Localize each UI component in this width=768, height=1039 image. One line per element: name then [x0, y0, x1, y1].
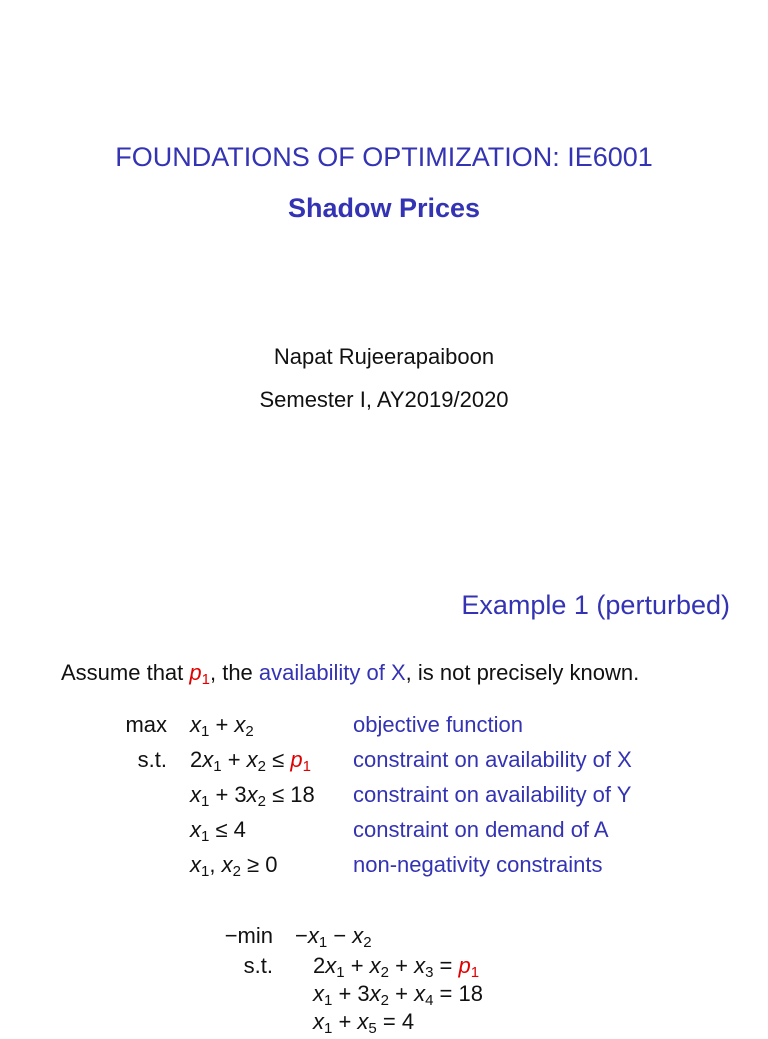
- slide-title: Example 1 (perturbed): [461, 590, 730, 620]
- lp-description: non-negativity constraints: [353, 852, 603, 877]
- nonneg-expr: $x_1$, $x_2 \ge 0$: [190, 852, 278, 880]
- course-title: FOUNDATIONS OF OPTIMIZATION: IE6001: [115, 142, 653, 172]
- intro-sentence: Assume that $p_1$, the availability of X, is not precisely known.: [61, 660, 640, 688]
- st-label: s.t.: [137, 747, 167, 772]
- max-label: max: [125, 712, 167, 737]
- sf-row-demand-a: [0, 1009, 768, 1039]
- lp-row-constraint-x: [0, 747, 768, 777]
- lp-description: constraint on availability of Y: [353, 782, 632, 807]
- st-label: s.t.: [243, 953, 273, 978]
- sf-row-constraint-x: [0, 953, 768, 983]
- topic-title: Shadow Prices: [287, 193, 481, 223]
- min-label: −min: [224, 923, 273, 948]
- lp-row-nonneg: [0, 852, 768, 882]
- sf-constraint-a-expr: $x_1 + x_5 = 4$: [313, 1009, 415, 1037]
- lp-row-demand-a: [0, 817, 768, 847]
- availability-highlight: availability of X: [258, 660, 406, 685]
- sf-row-objective: [0, 923, 768, 953]
- constraint-a-expr: $x_1 \le 4$: [190, 817, 246, 845]
- semester-label: Semester I, AY2019/2020: [259, 387, 509, 412]
- lp-row-constraint-y: [0, 782, 768, 812]
- sf-row-constraint-y: [0, 981, 768, 1011]
- lp-description: constraint on availability of X: [353, 747, 632, 772]
- sf-constraint-y-expr: $x_1 + 3x_2 + x_4 = 18$: [313, 981, 483, 1009]
- lp-row-objective: [0, 712, 768, 742]
- lp-description: constraint on demand of A: [353, 817, 609, 842]
- lp-description: objective function: [353, 712, 523, 737]
- constraint-y-expr: $x_1 + 3x_2 \le 18$: [190, 782, 315, 810]
- author-name: Napat Rujeerapaiboon: [273, 344, 495, 369]
- constraint-x-expr: $2x_1 + x_2 \le p_1$: [190, 747, 311, 775]
- sf-constraint-x-expr: $2x_1 + x_2 + x_3 = p_1$: [313, 953, 480, 981]
- objective-expr: $x_1 + x_2$: [190, 712, 254, 740]
- sf-objective-expr: $-x_1 - x_2$: [295, 923, 372, 951]
